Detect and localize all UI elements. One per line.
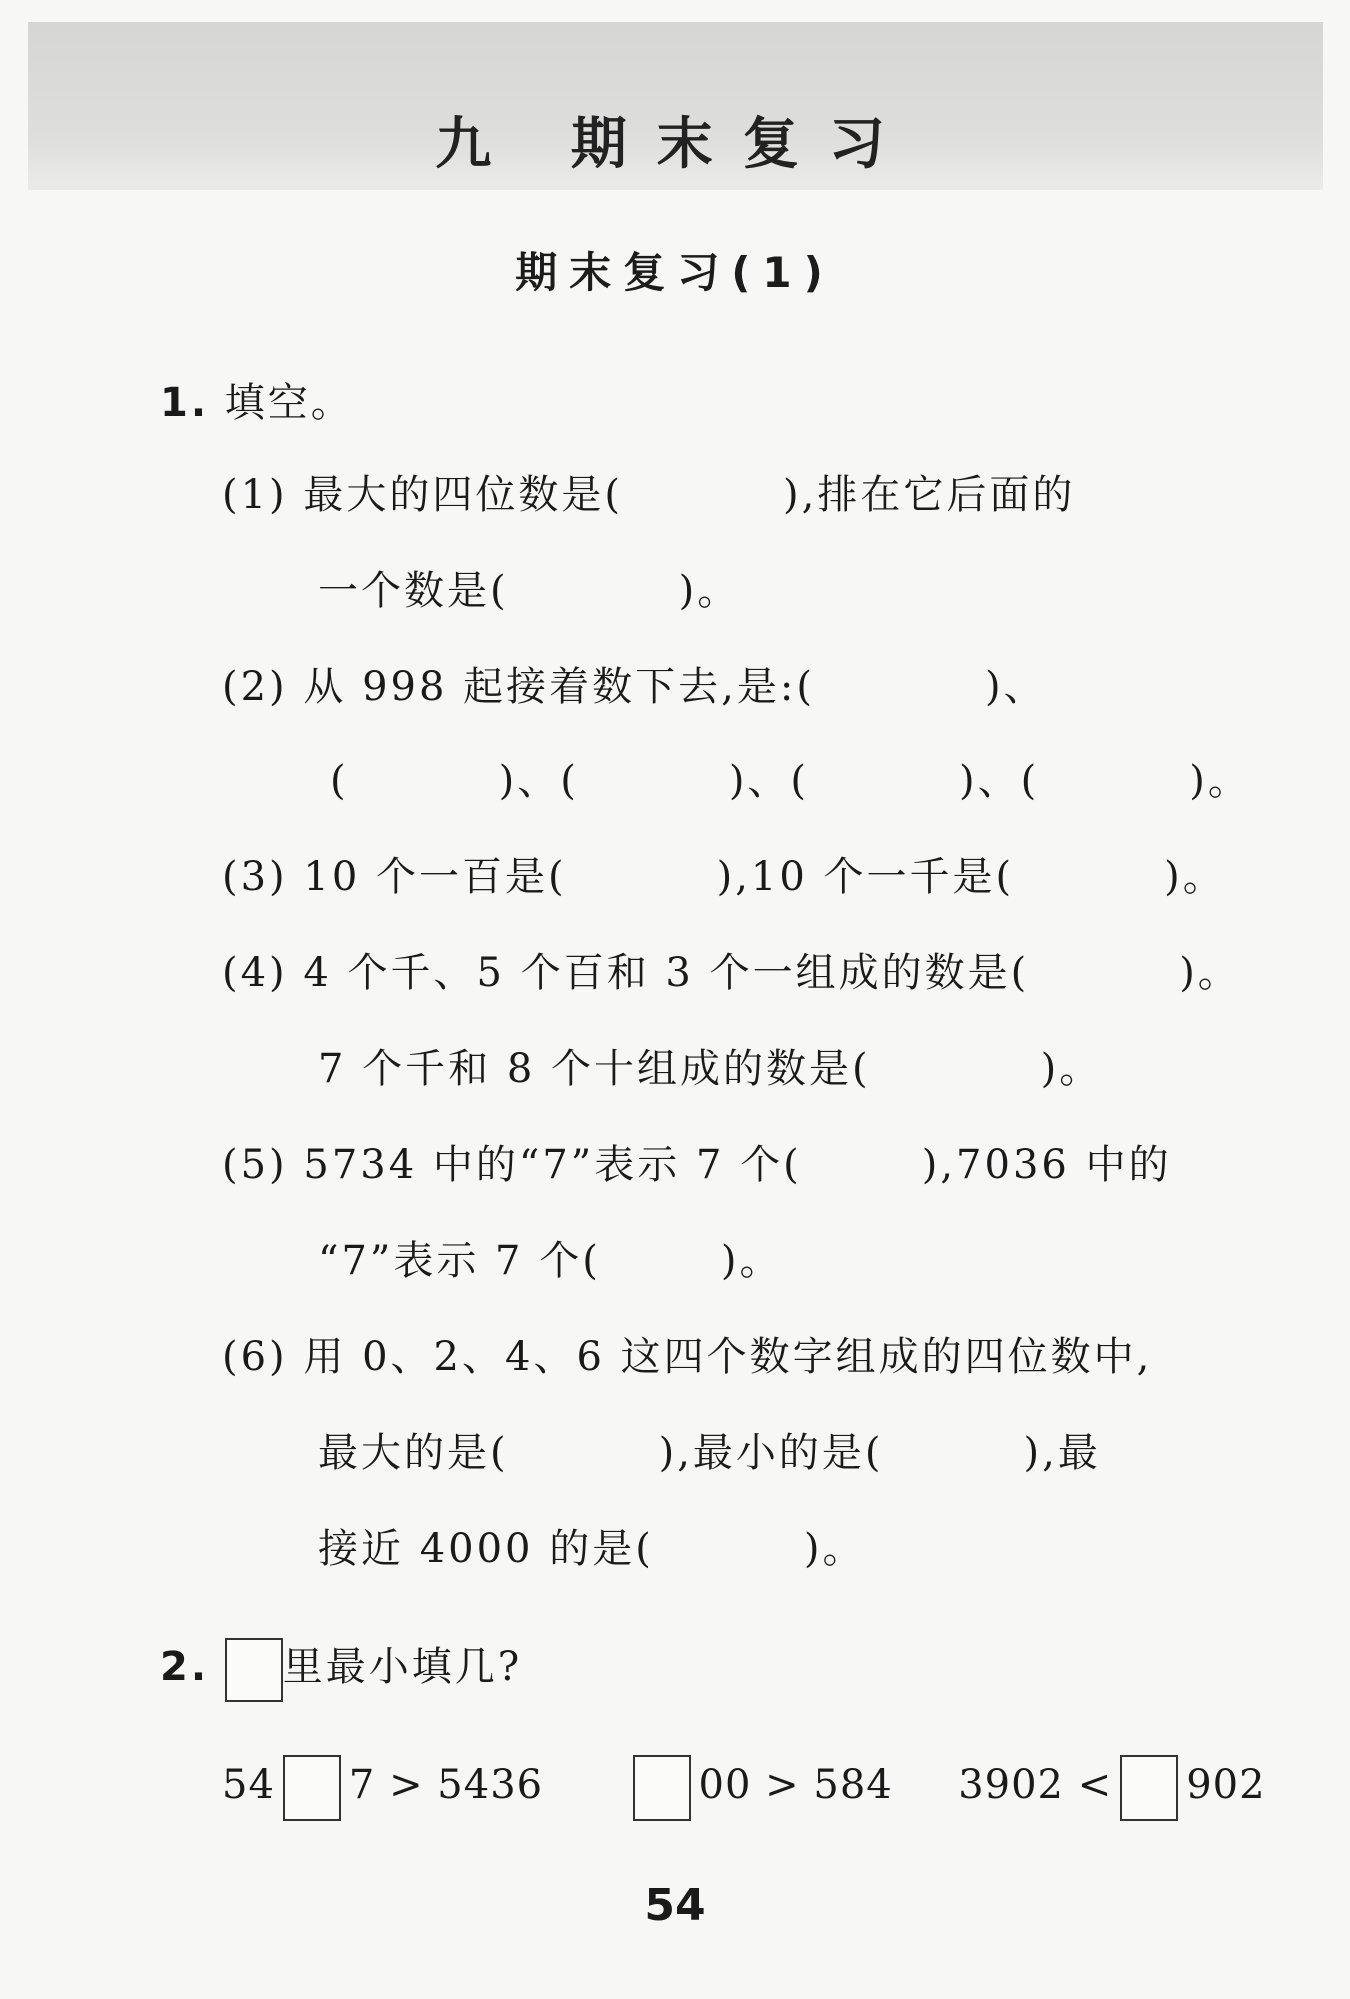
digit-box[interactable]: [1120, 1755, 1178, 1821]
q1-part-1-line-1: [222, 470, 1075, 520]
question-title: 里最小填几?: [282, 1644, 523, 1690]
text: ),最小的是(: [658, 1430, 884, 1476]
q1-part-5-line-1: [222, 1140, 1172, 1190]
answer-box[interactable]: [225, 1638, 283, 1702]
q1-part-4-line-2: [318, 1044, 1102, 1094]
text: 7 > 5436: [348, 1762, 544, 1808]
text: ),最: [1023, 1430, 1101, 1476]
text: )。: [1179, 950, 1241, 996]
text: 用 0、2、4、6 这四个数字组成的四位数中,: [303, 1334, 1153, 1380]
question-title: 填空。: [224, 380, 354, 426]
digit-box[interactable]: [283, 1755, 341, 1821]
q1-part-1-line-2: [318, 566, 740, 616]
part-label: (2): [222, 664, 288, 710]
text: )、: [984, 664, 1047, 710]
comparison-1: [222, 1762, 557, 1808]
text: 最大的是(: [318, 1430, 509, 1476]
q1-part-2-line-2: [330, 756, 1251, 806]
q1-part-6-line-2: [318, 1428, 1101, 1478]
text: )。: [678, 568, 741, 614]
part-label: (5): [222, 1142, 288, 1188]
part-label: (4): [222, 950, 288, 996]
question-number: 2.: [160, 1644, 210, 1690]
digit-box[interactable]: [633, 1755, 691, 1821]
part-label: (1): [222, 472, 288, 518]
question-number: 1.: [160, 380, 210, 426]
part-label: (3): [222, 854, 288, 900]
text: 54: [222, 1762, 275, 1808]
text: “7”表示 7 个(: [318, 1238, 601, 1284]
text: 接近 4000 的是(: [318, 1526, 654, 1572]
text: ),7036 中的: [921, 1142, 1172, 1188]
text: 从 998 起接着数下去,是:(: [303, 664, 815, 710]
text: ),10 个一千是(: [716, 854, 1015, 900]
question-1-heading: [160, 378, 354, 428]
text: )。: [720, 1238, 783, 1284]
part-label: (6): [222, 1334, 288, 1380]
text: 最大的四位数是(: [303, 472, 623, 518]
q1-part-6-line-3: [318, 1524, 865, 1574]
text: 10 个一百是(: [303, 854, 567, 900]
text: 4 个千、5 个百和 3 个一组成的数是(: [303, 950, 1030, 996]
text: )、(: [728, 758, 810, 804]
q1-part-2-line-1: [222, 662, 1047, 712]
text: )。: [1040, 1046, 1103, 1092]
section-title: 期末复习(1): [515, 248, 835, 297]
q1-part-5-line-2: [318, 1236, 782, 1286]
text: 3902 <: [958, 1762, 1113, 1808]
chapter-title: 九 期末复习: [435, 112, 915, 177]
page-number: 54: [644, 1880, 706, 1931]
text: ),排在它后面的: [783, 472, 1076, 518]
q2-comparisons: [222, 1752, 1266, 1821]
text: 7 个千和 8 个十组成的数是(: [318, 1046, 871, 1092]
text: 5734 中的“7”表示 7 个(: [303, 1142, 802, 1188]
q1-part-4-line-1: [222, 948, 1241, 998]
text: )、(: [498, 758, 579, 804]
text: )、(: [959, 758, 1040, 804]
text: 902: [1186, 1762, 1266, 1808]
text: )。: [1189, 758, 1251, 804]
text: (: [330, 758, 349, 804]
question-2-heading: [160, 1634, 522, 1702]
text: )。: [1164, 854, 1226, 900]
q1-part-6-line-1: [222, 1332, 1152, 1382]
comparison-3: [958, 1762, 1265, 1808]
text: 一个数是(: [318, 568, 509, 614]
text: )。: [803, 1526, 866, 1572]
text: 00 > 584: [698, 1762, 893, 1808]
q1-part-3: [222, 852, 1226, 902]
comparison-2: [625, 1762, 907, 1808]
